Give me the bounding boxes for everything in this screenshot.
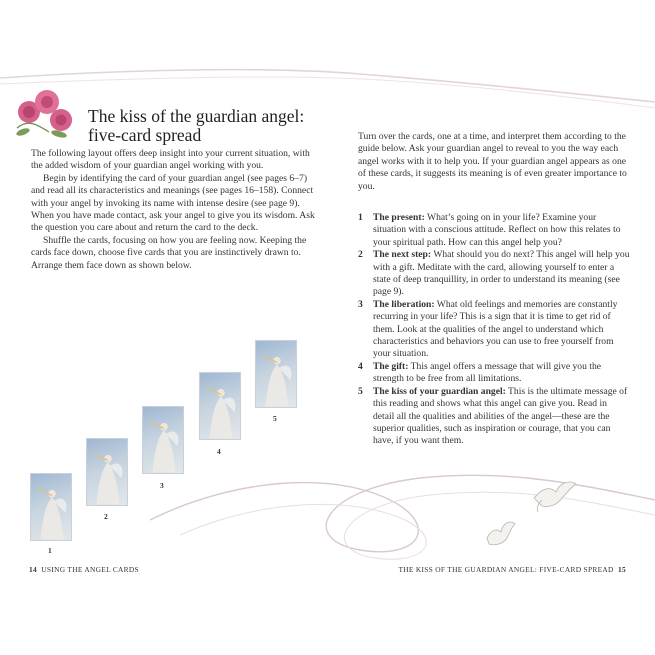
- title-line-1: The kiss of the guardian angel:: [88, 106, 305, 126]
- step-number-5: 5: [358, 385, 363, 397]
- steps-list: [358, 212, 630, 448]
- step-item-1: [358, 212, 630, 249]
- page-number-left: 14: [29, 565, 37, 574]
- footer-title-right: THE KISS OF THE GUARDIAN ANGEL: FIVE-CARD SPREAD: [398, 565, 614, 574]
- paragraph-shuffle: Shuffle the cards, focusing on how you are feeling now. Keeping the cards face down, choose five cards that you are instinctively drawn to. Arrange them face down as shown below.: [31, 234, 307, 271]
- angel-card-3: [142, 406, 184, 474]
- card-number-1: 1: [48, 546, 52, 555]
- page-number-right: 15: [618, 565, 626, 574]
- step-item-2: [358, 249, 630, 299]
- step-number-1: 1: [358, 212, 363, 223]
- step-text-2: What should you do next? This angel will help you with a gift. Meditate with the card, allowing yourself to enter a state of deep tranquillity, in order to understand its meaning (see page 9).: [373, 249, 630, 298]
- paragraph-begin: Begin by identifying the card of your guardian angel (see pages 6–7) and read all its characteristics and meanings (see pages 16–158). Connect with your angel by invoking its name with intense desire (see page 9). When you have made contact, ask your angel to give you its wisdom. Ask the question you care about and return the card to the deck.: [31, 172, 315, 234]
- step-heading-5: The kiss of your guardian angel:: [373, 385, 506, 397]
- page-title: [88, 107, 318, 145]
- title-line-2: five-card spread: [88, 125, 202, 145]
- dove-icon: [528, 478, 580, 516]
- card-number-5: 5: [273, 414, 277, 423]
- step-number-3: 3: [358, 298, 363, 310]
- step-item-3: [358, 299, 630, 361]
- angel-card-1: [30, 473, 72, 541]
- step-text-5: This is the ultimate message of this reading and shows what this angel can give you. Read in detail all the qualities and abilities of the angel—these are the superior qualities, such as inspiration or courage, that you can have, if you want them.: [373, 385, 628, 447]
- angel-card-4: [199, 372, 241, 440]
- step-text-1: What’s going on in your life? Examine your situation with a conscious attitude. Reflect on how this relates to your spiritual path. How can this angel help you?: [373, 212, 621, 248]
- step-text-4: This angel offers a message that will give you the strength to be free from all limitations.: [373, 360, 601, 385]
- card-number-2: 2: [104, 512, 108, 521]
- dove-icon: [483, 516, 519, 550]
- step-text-3: What old feelings and memories are constantly recurring in your life? This is a sign that it is time to get rid of them. Look at the qualities of the angel to understand which characteristics and behaviors you can use to free yourself from your situation.: [373, 298, 618, 360]
- step-item-5: [358, 386, 630, 448]
- card-number-4: 4: [217, 447, 221, 456]
- roses-illustration: [9, 88, 81, 140]
- step-heading-4: The gift:: [373, 360, 409, 372]
- right-intro-text: Turn over the cards, one at a time, and interpret them according to the guide below. Ask your guardian angel to reveal to you the way each angel works with it to help you. If your guardian angel appears as one of these cards, it suggests its meaning is of even greater importance to you.: [358, 131, 627, 192]
- step-item-4: [358, 361, 630, 386]
- footer-title-left: USING THE ANGEL CARDS: [41, 565, 139, 574]
- step-number-2: 2: [358, 249, 363, 261]
- angel-card-5: [255, 340, 297, 408]
- step-heading-3: The liberation:: [373, 298, 435, 310]
- step-heading-2: The next step:: [373, 249, 432, 261]
- left-body-text: [31, 148, 322, 272]
- footer-left: [29, 565, 139, 574]
- paragraph-intro: The following layout offers deep insight into your current situation, with the added wisdom of your guardian angel working with you.: [31, 148, 310, 172]
- card-number-3: 3: [160, 481, 164, 490]
- angel-card-2: [86, 438, 128, 506]
- step-number-4: 4: [358, 360, 363, 372]
- step-heading-1: The present:: [373, 212, 425, 223]
- footer-right: [398, 565, 626, 574]
